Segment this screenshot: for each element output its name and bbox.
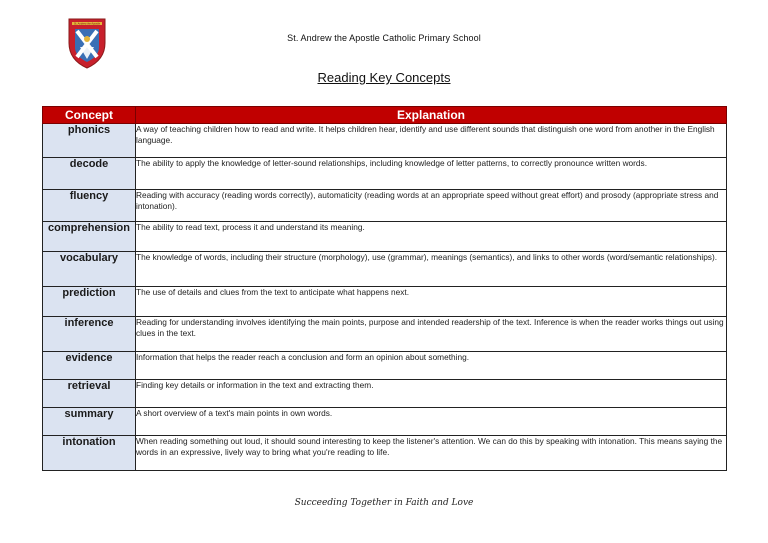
table-header-row xyxy=(43,107,727,124)
explanation-cell: A short overview of a text's main points in own words. xyxy=(136,408,727,436)
concept-cell: summary xyxy=(43,408,136,436)
concept-cell: fluency xyxy=(43,190,136,222)
explanation-cell: The ability to read text, process it and understand its meaning. xyxy=(136,222,727,252)
table-row xyxy=(43,380,727,408)
concept-column-header: Concept xyxy=(43,107,136,124)
table-row xyxy=(43,408,727,436)
concepts-table xyxy=(42,106,727,471)
school-name: St. Andrew the Apostle Catholic Primary School xyxy=(287,33,481,43)
school-crest-icon xyxy=(66,17,108,69)
table-row xyxy=(43,158,727,190)
explanation-cell: The knowledge of words, including their structure (morphology), use (grammar), meanings (semantics), and links to other words (word/semantic relationships). xyxy=(136,252,727,287)
explanation-cell: Information that helps the reader reach a conclusion and form an opinion about something. xyxy=(136,352,727,380)
concept-cell: phonics xyxy=(43,124,136,158)
table-row xyxy=(43,287,727,317)
page-title: Reading Key Concepts xyxy=(317,70,451,85)
explanation-cell: Finding key details or information in the text and extracting them. xyxy=(136,380,727,408)
concept-cell: evidence xyxy=(43,352,136,380)
explanation-cell: Reading for understanding involves identifying the main points, purpose and intended readership of the text. Inference is when the reader works things out using clues in the text. xyxy=(136,317,727,352)
explanation-cell: A way of teaching children how to read and write. It helps children hear, identify and use different sounds that distinguish one word from another in the English language. xyxy=(136,124,727,158)
table-row xyxy=(43,436,727,471)
table-row xyxy=(43,190,727,222)
table-row xyxy=(43,124,727,158)
concept-cell: inference xyxy=(43,317,136,352)
concept-cell: prediction xyxy=(43,287,136,317)
explanation-cell: When reading something out loud, it should sound interesting to keep the listener's attention. We can do this by speaking with intonation. This means saying the words in an expressive, lively way to bring what you're reading to life. xyxy=(136,436,727,471)
explanation-cell: Reading with accuracy (reading words correctly), automaticity (reading words at an appropriate speed without great effort) and prosody (appropriate stress and intonation). xyxy=(136,190,727,222)
footer-motto: Succeeding Together in Faith and Love xyxy=(294,498,474,508)
concept-cell: comprehension xyxy=(43,222,136,252)
table-row xyxy=(43,352,727,380)
table-row xyxy=(43,222,727,252)
explanation-column-header: Explanation xyxy=(136,107,727,124)
explanation-cell: The ability to apply the knowledge of letter-sound relationships, including knowledge of letter patterns, to correctly pronounce written words. xyxy=(136,158,727,190)
concept-cell: intonation xyxy=(43,436,136,471)
explanation-cell: The use of details and clues from the text to anticipate what happens next. xyxy=(136,287,727,317)
table-row xyxy=(43,252,727,287)
concept-cell: vocabulary xyxy=(43,252,136,287)
concept-cell: retrieval xyxy=(43,380,136,408)
concept-cell: decode xyxy=(43,158,136,190)
crest-motto: St. Andrew the Apostle xyxy=(73,22,101,26)
table-row xyxy=(43,317,727,352)
